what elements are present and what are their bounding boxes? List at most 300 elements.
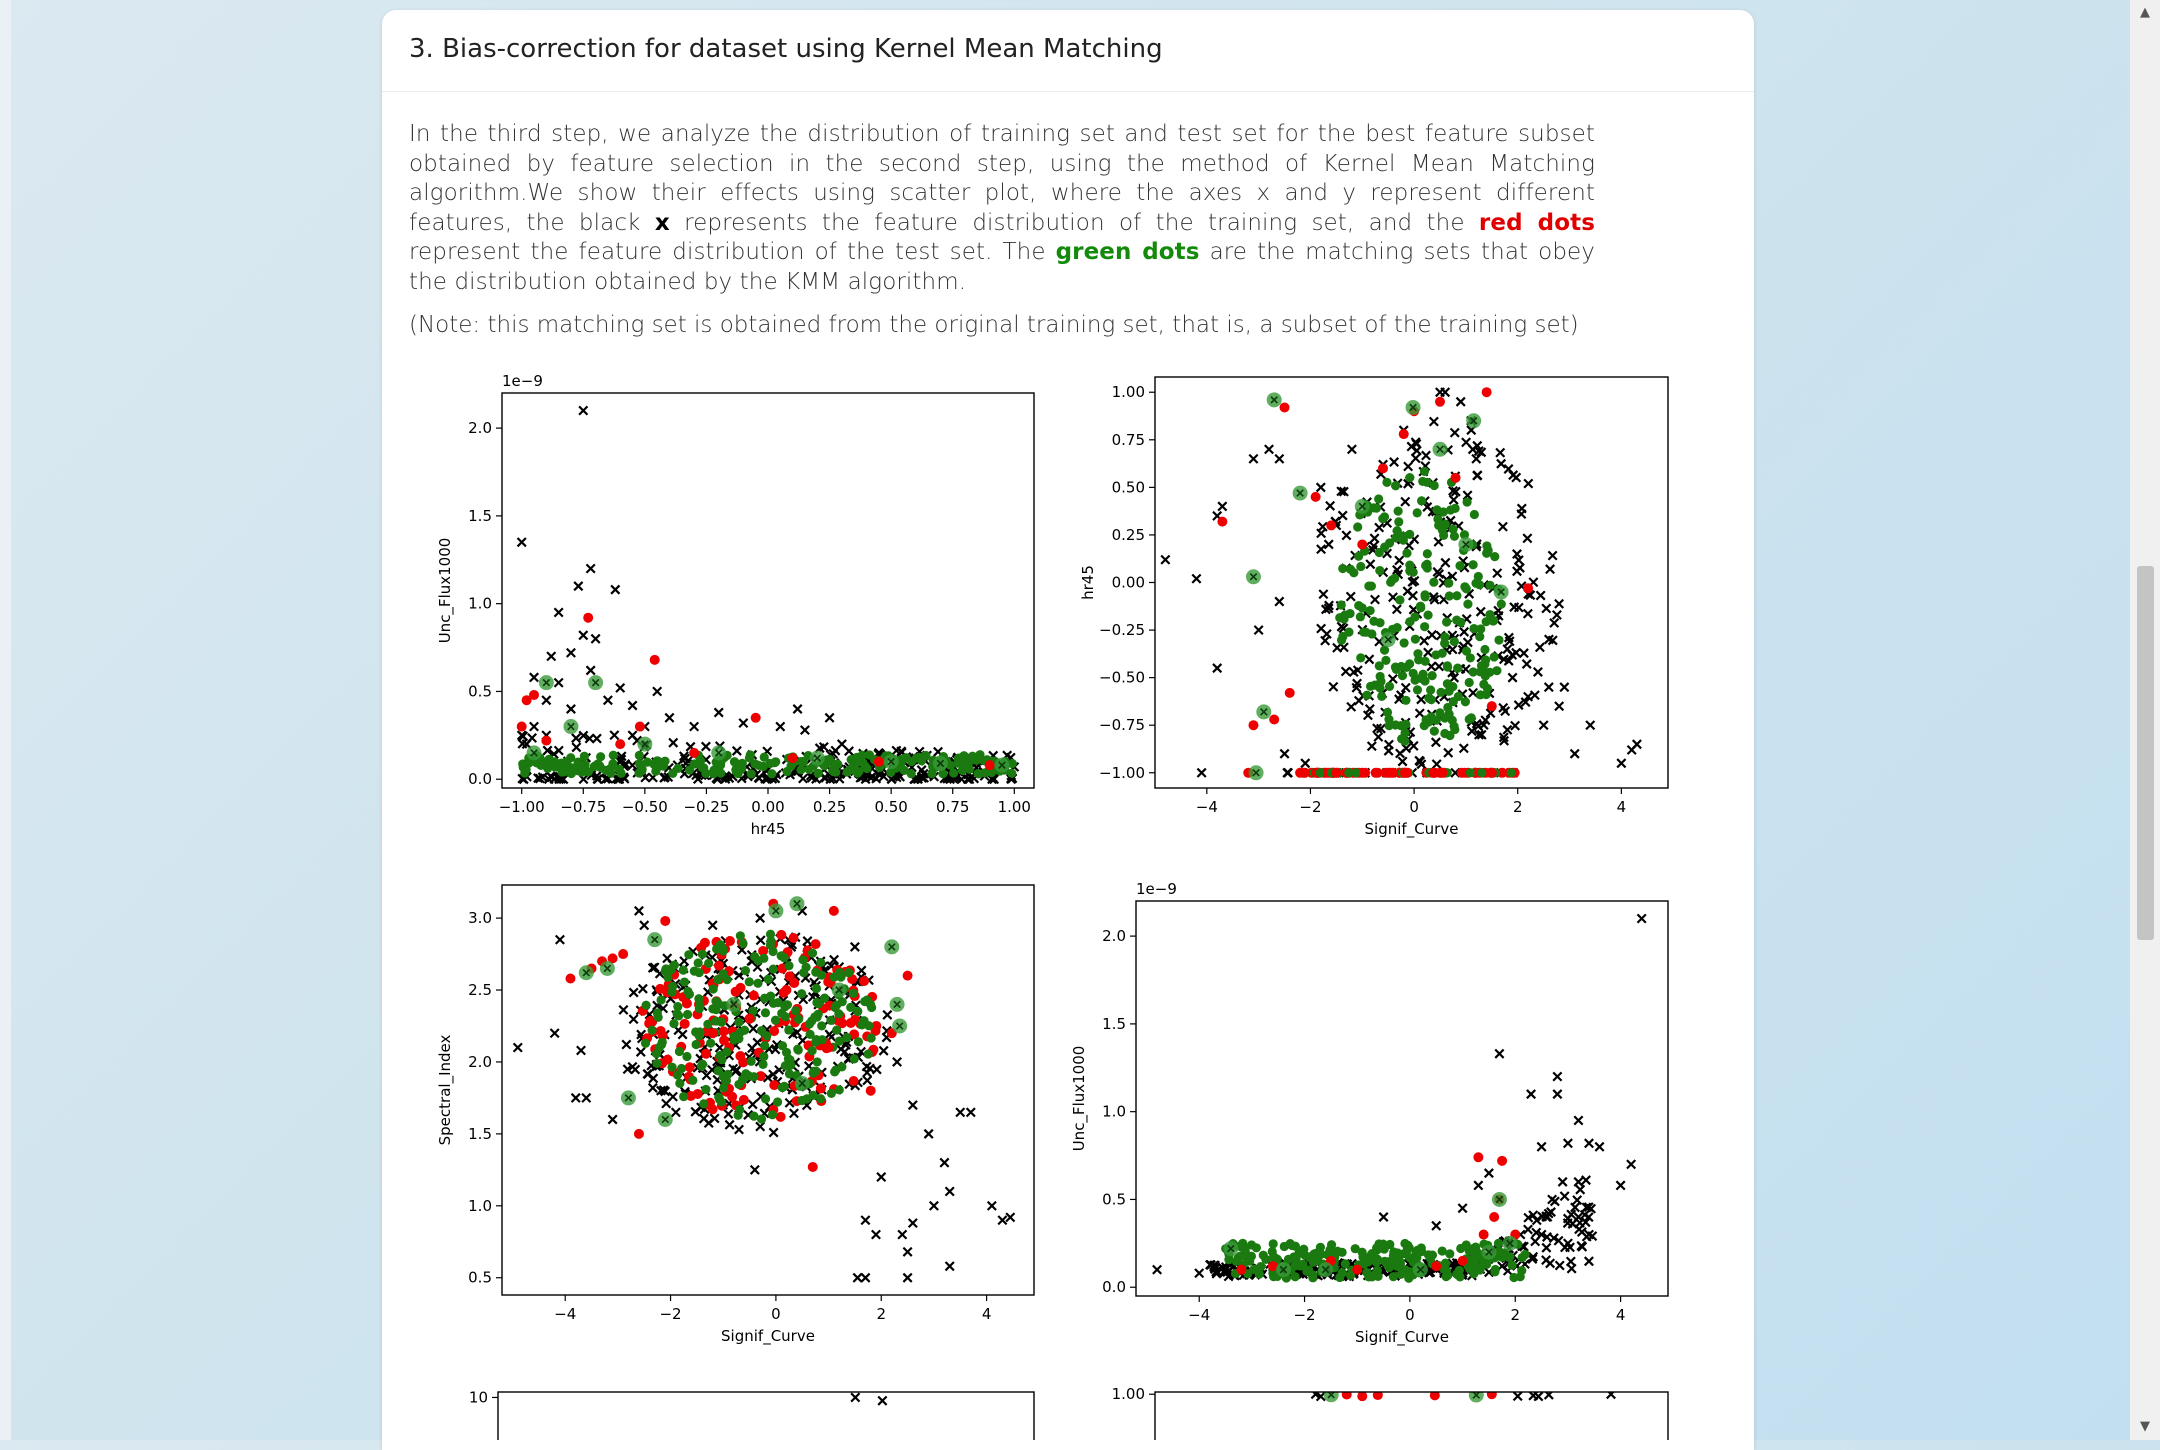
plot-1-train-point-289 (838, 740, 846, 748)
plot-3-ytick-label-4: 2.5 (468, 981, 492, 1000)
plot-3-matched-point-547 (713, 975, 722, 984)
plot-2-train-point-252 (1444, 749, 1452, 757)
plot-2-xtick-label-1: −2 (1299, 798, 1322, 816)
plot-2-xtick-label-4: 4 (1616, 798, 1627, 816)
description-paragraph (409, 120, 1595, 298)
plot-3-matched-point-647 (867, 1003, 876, 1012)
plot-4-matched-point-494 (1364, 1272, 1373, 1281)
plot-1-matched-point-338 (673, 764, 682, 773)
plot-3-matched-point-540 (808, 1046, 817, 1055)
plot-3-matched-point-465 (669, 1019, 678, 1028)
plot-2-matched-point-464 (1380, 512, 1389, 521)
plot-3-train-point-180 (649, 1084, 657, 1092)
plot-3-matched-point-607 (652, 1059, 661, 1068)
plot-3-matched-point-549 (816, 958, 825, 967)
plot-2-train-point-70 (1321, 636, 1329, 644)
plot-3-matched-point-558 (846, 1003, 855, 1012)
plot-1-matched-point-517 (634, 768, 643, 777)
plot-3-train-point-261 (556, 935, 564, 943)
plot-2-train-point-101 (1416, 709, 1424, 717)
plot-1-matched-point-438 (824, 757, 833, 766)
plot-1-test-point-527 (874, 757, 884, 767)
plot-2-train-point-308 (1197, 769, 1205, 777)
plot-2-test-point-624 (1400, 768, 1410, 778)
plot-2-matched-point-366 (1356, 562, 1365, 571)
plot-4-matched-point-503 (1405, 1253, 1414, 1262)
plot-2-matched-point-426 (1366, 682, 1375, 691)
plot-1-matched-point-450 (580, 752, 589, 761)
plot-3-matched-point-615 (761, 1008, 770, 1017)
plot-1-y-axis-label: Unc_Flux1000 (436, 537, 454, 644)
plot-2-matched-point-411 (1374, 494, 1383, 503)
plot-3-train-point-200 (756, 1122, 764, 1130)
plot-4-train-point-285 (1432, 1222, 1440, 1230)
plot-3-matched-point-603 (698, 1060, 707, 1069)
plot-1-matched-point-487 (833, 760, 842, 769)
plot-4-matched-point-316 (1389, 1272, 1398, 1281)
plot-5-train-point-0 (851, 1393, 859, 1401)
plot-3-matched-point-446 (694, 958, 703, 967)
plot-1-train-point-276 (653, 687, 661, 695)
plot-2-matched-point-396 (1453, 663, 1462, 672)
plot-1-matched-point-466 (759, 762, 768, 771)
plot-2-matched-point-394 (1394, 517, 1403, 526)
plot-1-matched-point-504 (814, 769, 823, 778)
plot-3-matched-point-640 (778, 1083, 787, 1092)
plot-3-test-point-399 (714, 961, 724, 971)
plot-5-points (851, 1393, 886, 1405)
plot-3-test-point-335 (680, 1019, 690, 1029)
plot-2-matched-point-460 (1436, 688, 1445, 697)
plot-3-train-point-100 (619, 1006, 627, 1014)
plot-3-matched-point-461 (736, 931, 745, 940)
plot-1-test-point-518 (583, 613, 593, 623)
plot-3-test-point-396 (788, 933, 798, 943)
description-text-4: are the matching sets that obey the distribution obtained by the KMM algorithm. (409, 239, 1595, 295)
plot-3-train-point-267 (640, 921, 648, 929)
plot-5 (469, 1388, 1034, 1440)
plot-2-ytick-label-3: −0.25 (1099, 621, 1145, 640)
plot-1-matched-point-431 (609, 751, 618, 760)
plot-2-train-point-314 (1472, 455, 1480, 463)
plot-4-train-point-270 (1627, 1160, 1635, 1168)
plot-2-train-point-321 (1508, 673, 1516, 681)
scroll-up-arrow-icon[interactable]: ▲ (2140, 5, 2150, 20)
plot-1-xtick-label-8: 1.00 (997, 798, 1031, 816)
plot-3-train-point-280 (909, 1219, 917, 1227)
plot-2-matched-point-417 (1395, 595, 1404, 604)
plot-4-matched-point-488 (1501, 1250, 1510, 1259)
plot-3-matched-point-548 (757, 1115, 766, 1124)
plot-1-matched-point-509 (921, 751, 930, 760)
plot-3-matched-point-594 (766, 936, 775, 945)
plot-3-matched-point-472 (808, 948, 817, 957)
plot-3-train-point-275 (940, 1158, 948, 1166)
plot-3-train-point-262 (550, 1029, 558, 1037)
plot-2-train-point-86 (1375, 523, 1383, 531)
plot-3-matched-point-614 (670, 961, 679, 970)
plot-3-matched-point-574 (716, 940, 725, 949)
plot-2-test-point-666 (1487, 768, 1497, 778)
plot-4-train-point-237 (1576, 1185, 1584, 1193)
plot-3-matched-point-550 (784, 961, 793, 970)
plot-3-train-point-285 (861, 1274, 869, 1282)
plot-2-matched-point-409 (1470, 510, 1479, 519)
plot-4-offset-label: 1e−9 (1136, 880, 1177, 898)
plot-1-matched-point-501 (557, 758, 566, 767)
description-text-2: represents the feature distribution of the training set, and the (669, 209, 1479, 236)
plot-2-matched-point-632 (1316, 768, 1325, 777)
plot-1-ytick-label-0: 0.0 (468, 770, 492, 789)
plot-3-matched-point-604 (812, 1035, 821, 1044)
plot-4-train-point-261 (1495, 1050, 1503, 1058)
plot-3-test-point-313 (685, 1062, 695, 1072)
plot-3-matched-point-646 (857, 1020, 866, 1029)
plot-2-matched-point-486 (1443, 662, 1452, 671)
plot-3-matched-point-613 (741, 966, 750, 975)
description-text-3: represent the feature distribution of the test set. The (409, 239, 1056, 266)
plot-3-train-point-47 (879, 1047, 887, 1055)
plot-2-matched-point-635 (1507, 768, 1516, 777)
plot-1-train-point-57 (702, 742, 710, 750)
plot-3-test-point-663 (829, 906, 839, 916)
plot-3-matched-point-596 (729, 1032, 738, 1041)
plot-3-train-point-295 (672, 1108, 680, 1116)
plot-2-xtick-label-3: 2 (1512, 798, 1523, 816)
plot-3-xtick-label-2: 0 (771, 1305, 781, 1323)
plot-2-test-point-627 (1373, 768, 1383, 778)
plot-1-test-point-524 (635, 722, 645, 732)
plot-2-matched-point-541 (1474, 572, 1483, 581)
plot-3-matched-point-506 (656, 995, 665, 1004)
plot-4-matched-point-505 (1475, 1265, 1484, 1274)
plot-2-matched-point-342 (1411, 635, 1420, 644)
plot-3-matched-point-438 (753, 979, 762, 988)
plot-2-matched-point-626 (1466, 768, 1475, 777)
plot-3-matched-point-494 (867, 1033, 876, 1042)
plot-3-test-point-670 (708, 1028, 718, 1038)
plot-1-xtick-label-6: 0.50 (874, 798, 908, 816)
plot-2-matched-point-391 (1490, 652, 1499, 661)
plot-1-matched-point-379 (767, 769, 776, 778)
vertical-scrollbar[interactable] (2130, 0, 2160, 1440)
plot-2-train-point-6 (1548, 551, 1556, 559)
plot-3-matched-point-467 (701, 1085, 710, 1094)
plot-2-matched-point-420 (1465, 678, 1474, 687)
plot-2-matched-point-418 (1420, 467, 1429, 476)
plot-2-points (1161, 387, 1641, 780)
plot-2-train-point-315 (1545, 683, 1553, 691)
plot-2-train-point-300 (1161, 555, 1169, 563)
plot-2-matched-point-363 (1372, 504, 1381, 513)
plot-3-train-point-272 (893, 1058, 901, 1066)
plot-3-matched-point-631 (674, 1011, 683, 1020)
scrollbar-thumb[interactable] (2137, 566, 2154, 940)
plot-1-train-point-278 (690, 722, 698, 730)
plot-1-train-point-252 (799, 774, 807, 782)
plot-3-train-point-181 (857, 966, 865, 974)
plot-4-test-point-519 (1489, 1212, 1499, 1222)
plot-2-matched-point-545 (1367, 629, 1376, 638)
plot-3-test-point-389 (736, 983, 746, 993)
plot-2-train-point-77 (1516, 564, 1524, 572)
plot-4-train-point-271 (1616, 1181, 1624, 1189)
plot-1-train-point-117 (593, 734, 601, 742)
plot-3-matched-point-571 (777, 1009, 786, 1018)
plot-3-test-point-374 (859, 976, 869, 986)
plot-4-matched-point-484 (1338, 1248, 1347, 1257)
plot-2-matched-point-546 (1391, 533, 1400, 542)
plot-4-matched-point-427 (1364, 1257, 1373, 1266)
plot-2-matched-point-434 (1423, 610, 1432, 619)
plot-4-train-point-284 (1458, 1204, 1466, 1212)
plot-3-matched-point-543 (741, 1069, 750, 1078)
plot-1-matched-point-468 (608, 759, 617, 768)
plot-3-train-point-271 (851, 943, 859, 951)
plot-1-matched-point-486 (770, 758, 779, 767)
plot-2-train-point-306 (1275, 455, 1283, 463)
plot-3-train-point-3 (883, 1011, 891, 1019)
plot-2-matched-point-538 (1484, 546, 1493, 555)
plot-4-matched-point-409 (1518, 1253, 1527, 1262)
plot-2-train-point-195 (1370, 534, 1378, 542)
plot-2-test-point-656 (1523, 583, 1533, 593)
plot-3-matched-point-451 (682, 1052, 691, 1061)
plot-3-matched-point-654 (773, 998, 782, 1007)
plot-6-ytick-label-0: 1.00 (1111, 1385, 1145, 1404)
plot-1-test-point-522 (517, 722, 527, 732)
plot-2-matched-point-472 (1383, 708, 1392, 717)
scroll-down-arrow-icon[interactable]: ▼ (2140, 1419, 2150, 1434)
plot-2-ytick-label-2: −0.50 (1099, 668, 1145, 687)
plot-4-test-point-517 (1431, 1261, 1441, 1271)
plot-4-train-point-249 (1546, 1259, 1554, 1267)
plot-4-matched-point-437 (1517, 1266, 1526, 1275)
plot-3-matched-point-522 (799, 968, 808, 977)
plot-2-train-point-182 (1329, 683, 1337, 691)
plot-1-test-point-525 (751, 713, 761, 723)
plot-1-train-point-297 (542, 696, 550, 704)
plot-2-test-point-657 (1378, 463, 1388, 473)
plot-2-train-point-127 (1420, 637, 1428, 645)
plot-1-matched-point-512 (782, 767, 791, 776)
plot-4-train-point-268 (1585, 1139, 1593, 1147)
plot-2-matched-point-517 (1423, 549, 1432, 558)
plot-1-train-point-269 (547, 652, 555, 660)
plot-1-train-point-62 (610, 731, 618, 739)
plot-3-matched-point-518 (683, 1010, 692, 1019)
plot-1-train-point-275 (628, 701, 636, 709)
plot-2-test-point-653 (1248, 720, 1258, 730)
plot-3-train-point-277 (930, 1202, 938, 1210)
plot-3-matched-point-609 (760, 994, 769, 1003)
plot-2-matched-point-441 (1420, 622, 1429, 631)
plot-3-matched-point-582 (647, 1026, 656, 1035)
plot-3-matched-point-511 (769, 964, 778, 973)
plot-4-train-point-272 (1574, 1178, 1582, 1186)
plot-3-train-point-170 (790, 1109, 798, 1117)
plot-2-test-point-663 (1331, 768, 1341, 778)
plot-2-matched-point-382 (1451, 504, 1460, 513)
plot-3-matched-point-593 (641, 1039, 650, 1048)
plot-4-points (1153, 914, 1646, 1282)
plot-3-matched-point-633 (747, 1057, 756, 1066)
plot-4-train-point-97 (1567, 1264, 1575, 1272)
plot-1-train-point-263 (611, 585, 619, 593)
plot-3-test-point-668 (824, 1043, 834, 1053)
plot-3-matched-point-565 (849, 989, 858, 998)
plot-3-train-point-292 (877, 1173, 885, 1181)
plot-2-train-point-191 (1460, 628, 1468, 636)
plot-1-matched-point-372 (746, 750, 755, 759)
plot-2-train-point-217 (1553, 611, 1561, 619)
plot-4-xtick-label-2: 0 (1405, 1306, 1415, 1324)
plot-2-train-point-85 (1409, 591, 1417, 599)
plot-2-train-point-79 (1501, 707, 1509, 715)
plot-3-test-point-669 (781, 985, 791, 995)
plot-1-matched-point-510 (949, 768, 958, 777)
plot-2-train-point-237 (1473, 471, 1481, 479)
plot-1-xtick-label-4: 0.00 (751, 798, 785, 816)
plot-3-train-point-284 (1006, 1213, 1014, 1221)
plot-3-matched-point-634 (805, 1019, 814, 1028)
plot-3-train-point-264 (582, 1094, 590, 1102)
plot-2-matched-point-504 (1485, 581, 1494, 590)
plot-2-matched-point-462 (1426, 685, 1435, 694)
plot-2-matched-point-535 (1461, 697, 1470, 706)
plot-4-ytick-label-4: 2.0 (1102, 927, 1126, 946)
plot-1-matched-point-503 (965, 765, 974, 774)
plot-1-test-point-523 (541, 736, 551, 746)
plot-1-xtick-label-1: −0.75 (560, 798, 607, 816)
plot-3-train-point-293 (751, 1166, 759, 1174)
plot-2-train-point-76 (1326, 502, 1334, 510)
plot-2-train-point-11 (1422, 451, 1430, 459)
plot-3-matched-point-621 (759, 954, 768, 963)
plot-4-xtick-label-0: −4 (1188, 1306, 1211, 1324)
plot-2-matched-point-454 (1413, 649, 1422, 658)
plot-2-y-axis-label: hr45 (1079, 565, 1097, 600)
plot-1-matched-point-475 (701, 769, 710, 778)
plot-2-matched-point-356 (1462, 584, 1471, 593)
plot-3-train-point-178 (622, 1040, 630, 1048)
plot-3-matched-point-454 (794, 1015, 803, 1024)
plot-3-train-point-215 (749, 1024, 757, 1032)
plot-4-matched-point-410 (1508, 1261, 1517, 1270)
plot-3-matched-point-502 (684, 950, 693, 959)
plot-3-train-point-143 (710, 1114, 718, 1122)
plot-2-matched-point-510 (1344, 628, 1353, 637)
plot-4-y-axis-label: Unc_Flux1000 (1070, 1045, 1088, 1152)
plot-2-test-point-655 (1285, 688, 1295, 698)
plot-3-matched-point-586 (761, 1094, 770, 1103)
plot-3-matched-point-489 (764, 975, 773, 984)
plot-3-matched-point-515 (827, 1089, 836, 1098)
plot-1-train-point-296 (567, 705, 575, 713)
plot-3-matched-point-595 (695, 1031, 704, 1040)
plot-4-train-point-163 (1542, 1244, 1550, 1252)
scatter-plots-svg (420, 360, 1700, 1440)
plot-3-matched-point-535 (667, 1063, 676, 1072)
plot-2-train-point-8 (1347, 703, 1355, 711)
plot-1-matched-point-494 (849, 757, 858, 766)
plot-2-matched-point-500 (1410, 612, 1419, 621)
plot-2-train-point-168 (1366, 560, 1374, 568)
plot-3-matched-point-645 (759, 1052, 768, 1061)
plot-2-train-point-148 (1460, 744, 1468, 752)
plot-2-matched-point-463 (1442, 617, 1451, 626)
plot-3-matched-point-637 (653, 1008, 662, 1017)
plot-2-matched-point-410 (1385, 682, 1394, 691)
plot-2-train-point-302 (1218, 502, 1226, 510)
plot-6 (1112, 1385, 1668, 1440)
plot-3-matched-point-567 (704, 959, 713, 968)
plot-2-train-point-312 (1441, 388, 1449, 396)
plot-2-train-point-156 (1404, 462, 1412, 470)
plot-5-axes-frame (498, 1392, 1034, 1440)
plot-3-test-point-353 (776, 1112, 786, 1122)
plot-2-matched-point-478 (1427, 695, 1436, 704)
plot-4-test-point-513 (1236, 1265, 1246, 1275)
plot-1-matched-point-500 (660, 757, 669, 766)
plot-3-matched-point-479 (679, 1092, 688, 1101)
plot-3-matched-point-650 (835, 1085, 844, 1094)
plot-2-train-point-316 (1560, 683, 1568, 691)
plot-2-train-point-37 (1496, 448, 1504, 456)
plot-2-test-point-645 (1280, 402, 1290, 412)
plot-1-matched-point-427 (799, 757, 808, 766)
plot-1-train-point-270 (586, 666, 594, 674)
plot-2-train-point-224 (1390, 458, 1398, 466)
plot-2-matched-point-537 (1433, 514, 1442, 523)
plot-2-matched-point-457 (1439, 531, 1448, 540)
plot-3-matched-point-482 (826, 1016, 835, 1025)
plot-3-test-point-425 (776, 930, 786, 940)
plot-2-train-point-323 (1571, 750, 1579, 758)
plot-4-train-point-266 (1564, 1139, 1572, 1147)
plot-3-test-point-332 (849, 1076, 859, 1086)
plot-3-matched-point-629 (668, 982, 677, 991)
plot-3-matched-point-480 (864, 1049, 873, 1058)
plot-1-train-point-279 (715, 708, 723, 716)
plot-2-train-point-327 (1275, 597, 1283, 605)
plot-4-test-point-512 (1479, 1230, 1489, 1240)
plot-2-matched-point-530 (1420, 590, 1429, 599)
plot-6-train-point-3 (1514, 1392, 1522, 1400)
plot-2-test-point-660 (1487, 701, 1497, 711)
plot-3-train-point-279 (903, 1248, 911, 1256)
plot-2-test-point-651 (1326, 520, 1336, 530)
plot-3-ytick-label-5: 3.0 (468, 909, 492, 928)
plot-3-train-point-291 (967, 1108, 975, 1116)
plot-2-train-point-48 (1417, 695, 1425, 703)
plot-2-matched-point-444 (1429, 578, 1438, 587)
plot-2-matched-point-477 (1358, 603, 1367, 612)
plot-1-test-point-526 (615, 739, 625, 749)
plot-1-matched-point-499 (831, 768, 840, 777)
plot-2-train-point-242 (1409, 742, 1417, 750)
plot-2-matched-point-543 (1375, 566, 1384, 575)
plot-2-matched-point-461 (1353, 522, 1362, 531)
plot-2-xtick-label-2: 0 (1409, 798, 1419, 816)
plot-3-test-point-671 (866, 1086, 876, 1096)
plot-4-matched-point-497 (1300, 1251, 1309, 1260)
plot-6-axes-frame (1155, 1392, 1668, 1440)
plot-3-matched-point-458 (854, 1037, 863, 1046)
plot-2-matched-point-522 (1392, 665, 1401, 674)
plot-1-xtick-label-5: 0.25 (812, 798, 847, 816)
plot-3-matched-point-623 (734, 1111, 743, 1120)
